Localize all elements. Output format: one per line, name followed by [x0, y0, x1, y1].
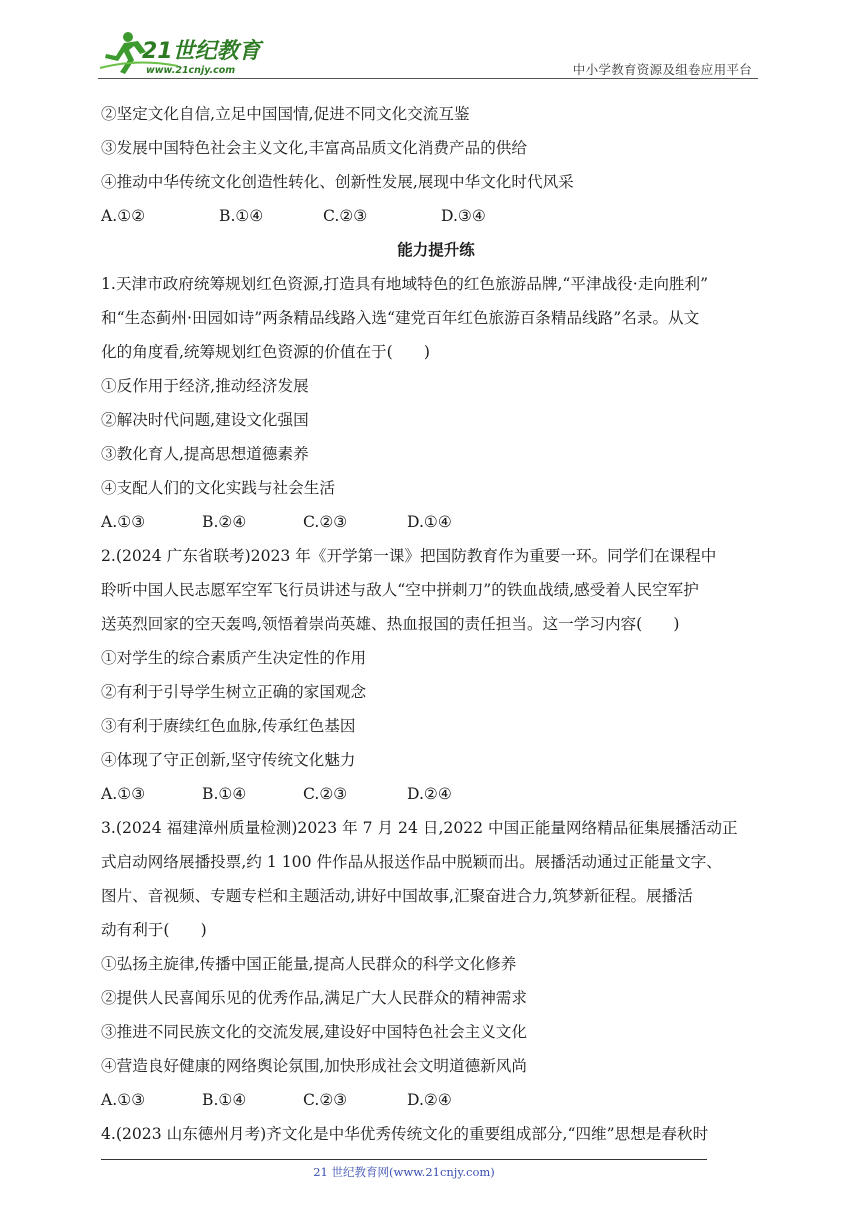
- answer-option: D.③④: [441, 207, 486, 225]
- answer-option: A.①③: [101, 1091, 146, 1109]
- text-line: ①反作用于经济,推动经济发展: [101, 377, 309, 395]
- text-line: 聆听中国人民志愿军空军飞行员讲述与敌人“空中拼刺刀”的铁血战绩,感受着人民空军护: [101, 581, 699, 599]
- text-line: ④体现了守正创新,坚守传统文化魅力: [101, 751, 356, 769]
- answer-option: D.②④: [407, 785, 452, 803]
- page-header: [98, 28, 758, 80]
- text-line: ①弘扬主旋律,传播中国正能量,提高人民群众的科学文化修养: [101, 955, 517, 973]
- answer-option: A.①③: [101, 513, 146, 531]
- text-line: ②坚定文化自信,立足中国国情,促进不同文化交流互鉴: [101, 105, 470, 123]
- text-line: ③发展中国特色社会主义文化,丰富高品质文化消费产品的供给: [101, 139, 527, 157]
- answer-option: C.②③: [303, 513, 348, 531]
- text-line: 和“生态蓟州·田园如诗”两条精品线路入选“建党百年红色旅游百条精品线路”名录。从文: [101, 309, 700, 327]
- text-line: 送英烈回家的空天轰鸣,领悟着崇尚英雄、热血报国的责任担当。这一学习内容( ): [101, 615, 680, 633]
- text-line: 4.(2023 山东德州月考)齐文化是中华优秀传统文化的重要组成部分,“四维”思想是春秋时: [101, 1125, 709, 1143]
- section-title: 能力提升练: [397, 241, 475, 259]
- footer-divider: [101, 1159, 707, 1160]
- text-line: ③推进不同民族文化的交流发展,建设好中国特色社会主义文化: [101, 1023, 527, 1041]
- text-line: 化的角度看,统筹规划红色资源的价值在于( ): [101, 343, 430, 361]
- footer-source[interactable]: 21 世纪教育网(www.21cnjy.com): [313, 1165, 495, 1179]
- text-line: ②解决时代问题,建设文化强国: [101, 411, 309, 429]
- text-line: ④营造良好健康的网络舆论氛围,加快形成社会文明道德新风尚: [101, 1057, 527, 1075]
- platform-label: 中小学教育资源及组卷应用平台: [572, 62, 752, 77]
- text-line: ①对学生的综合素质产生决定性的作用: [101, 649, 367, 667]
- answer-options: [101, 1083, 771, 1117]
- answer-option: C.②③: [303, 1091, 348, 1109]
- text-line: 图片、音视频、专题专栏和主题活动,讲好中国故事,汇聚奋进合力,筑梦新征程。展播活: [101, 887, 693, 905]
- answer-options: [101, 777, 771, 811]
- answer-option: B.①④: [202, 1091, 247, 1109]
- answer-option: D.①④: [407, 513, 452, 531]
- text-line: 1.天津市政府统筹规划红色资源,打造具有地域特色的红色旅游品牌,“平津战役·走向胜利”: [101, 275, 709, 293]
- answer-option: C.②③: [303, 785, 348, 803]
- answer-options: [101, 199, 771, 233]
- text-line: ②提供人民喜闻乐见的优秀作品,满足广大人民群众的精神需求: [101, 989, 527, 1007]
- text-line: ③有利于赓续红色血脉,传承红色基因: [101, 717, 356, 735]
- text-line: 2.(2024 广东省联考)2023 年《开学第一课》把国防教育作为重要一环。同学们在课程中: [101, 547, 717, 565]
- text-line: 式启动网络展播投票,约 1 100 件作品从报送作品中脱颖而出。展播活动通过正能量文字、: [101, 853, 722, 871]
- answer-option: A.①③: [101, 785, 146, 803]
- answer-option: C.②③: [323, 207, 368, 225]
- runner-logo-icon: [98, 28, 268, 78]
- text-line: ④推动中华传统文化创造性转化、创新性发展,展现中华文化时代风采: [101, 173, 574, 191]
- answer-option: A.①②: [101, 207, 146, 225]
- logo-wordmark: 21世纪教育: [142, 39, 261, 64]
- text-line: ④支配人们的文化实践与社会生活: [101, 479, 335, 497]
- answer-option: D.②④: [407, 1091, 452, 1109]
- answer-option: B.②④: [202, 513, 247, 531]
- site-logo[interactable]: [98, 28, 268, 78]
- logo-url: www.21cnjy.com: [146, 65, 236, 76]
- header-divider: [98, 78, 758, 79]
- document-body: [101, 97, 771, 1151]
- answer-option: B.①④: [219, 207, 264, 225]
- answer-options: [101, 505, 771, 539]
- text-line: 动有利于( ): [101, 921, 207, 939]
- text-line: ③教化育人,提高思想道德素养: [101, 445, 309, 463]
- answer-option: B.①④: [202, 785, 247, 803]
- text-line: 3.(2024 福建漳州质量检测)2023 年 7 月 24 日,2022 中国正能量网络精品征集展播活动正: [101, 819, 738, 837]
- text-line: ②有利于引导学生树立正确的家国观念: [101, 683, 367, 701]
